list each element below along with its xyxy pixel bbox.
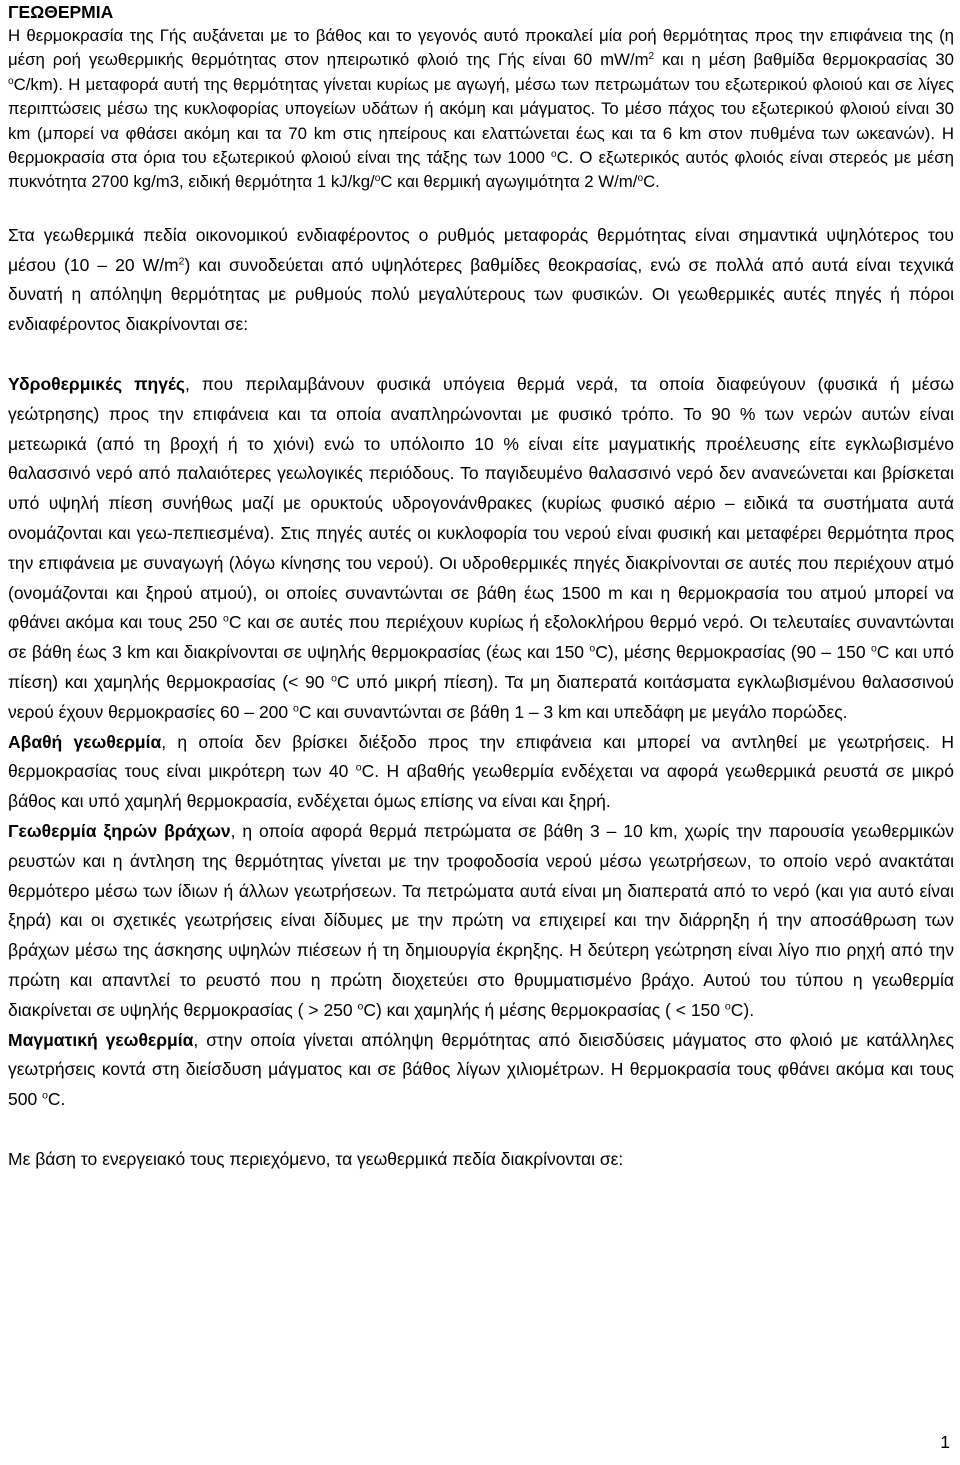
shallow-text-1: , η οποία δεν βρίσκει διέξοδο προς την επιφάνεια και μπορεί να αντληθεί με γεωτρήσεις. Η θερμοκρασίας τους είναι μικρότερη των 40 [8, 731, 955, 782]
shallow-geothermal-paragraph [8, 728, 954, 817]
dry-rocks-paragraph [8, 817, 954, 1026]
intro-text-3: C/km). Η μεταφορά αυτή της θερμότητας γίνεται κυρίως με αγωγή, μέσω των πετρωμάτων του εξωτερικού φλοιού και σε λίγες περιπτώσεις μέσω της κυκλοφορίας υπογείων υδάτων ή ακόμη και μάγματος. Το μέσο πάχος του εξωτερικού φλοιού είναι 30 km (μπορεί να φθάσει ακόμη και τα 70 km στις ηπείρους και ελαττώνεται έως και τα 6 km στον πυθμένα των ωκεανών). Η θερμοκρασία στα όρια του εξωτερικού φλοιού είναι της τάξης των 1000 [8, 74, 954, 168]
fields-text-1: Στα γεωθερμικά πεδία οικονομικού ενδιαφέροντος ο ρυθμός μεταφοράς θερμότητας είναι σημαντικά υψηλότερος του μέσου (10 – 20 W/m [8, 224, 954, 275]
intro-paragraph [8, 24, 954, 195]
intro-sup-5: o [637, 173, 644, 185]
hydro-sup-1: o [223, 613, 229, 626]
paragraph-spacer [8, 340, 954, 370]
page-number: 1 [940, 1432, 950, 1452]
magmatic-paragraph [8, 1026, 954, 1115]
intro-sup-2: o [8, 75, 14, 87]
dry-text-1: , η οποία αφορά θερμά πετρώματα σε βάθη 3 – 10 km, χωρίς την παρουσία γεωθερμικών ρευστών και η άντληση της θερμότητας γίνεται με την τροφοδοσία νερού μέσω γεωτρήσεων, το οποίο νερό ανακτάται θερμότερο μέσω των ίδιων ή άλλων γεωτρήσεων. Τα πετρώματα αυτά είναι μη διαπερατά από το νερό (και για αυτό είναι ξηρά) και οι σχετικές γεωτρήσεις είναι δίδυμες με την πρώτη να επιχειρεί και την διάρρηξη ή την αποσάθρωση των βράχων μέσω της άσκησης υψηλών πιέσεων ή τη δημιουργία έκρηξης. Η δεύτερη γεώτρηση είναι λίγο πιο ρηχή από την πρώτη και απαντλεί το ρευστό που η πρώτη διοχετεύει στο θρυμματισμένο βράχο. Αυτού του τύπου η γεωθερμία διακρίνεται σε υψηλής θερμοκρασίας ( > 250 [8, 820, 955, 1020]
shallow-geothermal-term: Αβαθή γεωθερμία [8, 731, 162, 752]
document-title: ΓΕΩΘΕΡΜΙΑ [8, 2, 114, 22]
dry-sup-1: o [357, 1000, 364, 1013]
hydro-sup-2: o [589, 642, 596, 655]
dry-text-2: C) και χαμηλής ή μέσης θερμοκρασίας ( < 150 [363, 999, 725, 1020]
intro-text-1: Η θερμοκρασία της Γής αυξάνεται με το βάθος και το γεγονός αυτό προκαλεί μία ροή θερμότητας προς την επιφάνεια της (η μέση ροή γεωθερμικής θερμότητας στον ηπειρωτικό φλοιό της Γής είναι 60 mW/m [8, 26, 954, 70]
hydro-text-3: C), μέσης θερμοκρασίας (90 – 150 [595, 642, 871, 663]
magma-text-1: , στην οποία γίνεται απόληψη θερμότητας από διεισδύσεις μάγματος στο φλοιό με κατάλληλες γεωτρήσεις κοντά στη διείσδυση μάγματος και σε βάθος λίγων χιλιομέτρων. Η θερμοκρασία τους φθάνει ακόμα και τους 500 [8, 1029, 954, 1110]
closing-paragraph: Με βάση το ενεργειακό τους περιεχόμενο, τα γεωθερμικά πεδία διακρίνονται σε: [8, 1148, 624, 1169]
hydrothermal-term: Υδροθερμικές πηγές [8, 374, 185, 395]
hydro-sup-4: o [331, 672, 337, 685]
fields-paragraph [8, 221, 954, 340]
hydrothermal-paragraph [8, 370, 954, 728]
magma-sup-1: o [42, 1089, 48, 1102]
dry-rocks-term: Γεωθερμία ξηρών βράχων [8, 820, 231, 841]
shallow-sup-1: o [355, 762, 362, 775]
intro-text-4: C. Ο εξωτερικός αυτός φλοιός είναι στερεός με μέση πυκνότητα 2700 kg/m3, ειδική θερμότητα 1 kJ/kg/ [8, 148, 954, 192]
hydro-text-1: , που περιλαμβάνουν φυσικά υπόγεια θερμά νερά, τα οποία διαφεύγουν (φυσικά ή μέσω γεώτρησης) προς την επιφάνεια και τα οποία αναπληρώνονται με φυσικό τρόπο. Το 90 % των νερών αυτών είναι μετεωρικά (από τη βροχή ή το χιόνι) ενώ το υπόλοιπο 10 % είναι είτε μαγματικής προέλευσης είτε εγκλωβισμένο θαλασσινό νερό από παλαιότερες γεωλογικές περιόδους. Το παγιδευμένο θαλασσινό νερό δεν ανανεώνεται και βρίσκεται υπό υψηλή πίεση συνήθως μαζί με ορυκτούς υδρογονάνθρακες (κυρίως φυσικό αέριο – ειδικά τα συστήματα αυτά ονομάζονται και γεω-πεπιεσμένα). Στις πηγές αυτές οι κυκλοφορία του νερού είναι φυσική και μεταφέρει θερμότητα προς την επιφάνεια με συναγωγή (λόγω κίνησης του νερού). Οι υδροθερμικές πηγές διακρίνονται σε αυτές που περιέχουν ατμό (ονομάζονται και ξηρού ατμού), οι οποίες συναντώνται σε βάθη έως 1500 m και η θερμοκρασία του ατμού μπορεί να φθάνει ακόμα και τους 250 [8, 374, 954, 633]
hydro-text-4: C και υπό πίεση) και χαμηλής θερμοκρασίας (< 90 [8, 642, 954, 692]
hydro-sup-3: o [870, 642, 877, 655]
hydro-text-2: C και σε αυτές που περιέχουν κυρίως ή εξολοκλήρου θερμό νερό. Οι τελευταίες συναντώνται σε βάθη έως 3 km και διακρίνονται σε υψηλής θερμοκρασίας (έως και 150 [8, 612, 954, 663]
magma-text-2: C. [47, 1089, 66, 1110]
document-body [8, 0, 954, 1175]
magmatic-term: Μαγματική γεωθερμία [8, 1029, 194, 1050]
intro-sup-4: o [374, 173, 381, 185]
shallow-text-2: C. Η αβαθής γεωθερμία ενδέχεται να αφορά γεωθερμικά ρευστά σε μικρό βάθος και υπό χαμηλή θερμοκρασία, ενδέχεται όμως επίσης να είναι και ξηρή. [8, 761, 954, 812]
intro-text-2: και η μέση βαθμίδα θερμοκρασίας 30 [654, 50, 954, 70]
hydro-text-6: C και συναντώνται σε βάθη 1 – 3 km και υπεδάφη με μεγάλο πορώδες. [298, 701, 848, 722]
intro-sup-1: 2 [648, 51, 655, 63]
fields-text-2: ) και συνοδεύεται από υψηλότερες βαθμίδες θεοκρασίας, ενώ σε πολλά από αυτά είναι τεχνικά δυνατή η απόληψη θερμότητας με ρυθμούς πολύ μεγαλύτερους των φυσικών. Οι γεωθερμικές αυτές πηγές ή πόροι ενδιαφέροντος διακρίνονται σε: [8, 254, 954, 335]
fields-sup-1: 2 [178, 255, 185, 268]
intro-text-5: C και θερμική αγωγιμότητα 2 W/m/ [380, 172, 638, 192]
intro-text-6: C. [643, 172, 660, 192]
dry-sup-2: o [724, 1000, 731, 1013]
dry-text-3: C). [730, 999, 755, 1020]
hydro-text-5: C υπό μικρή πίεση). Τα μη διαπερατά κοιτάσματα εγκλωβισμένου θαλασσινού νερού έχουν θερμοκρασίες 60 – 200 [8, 672, 954, 722]
paragraph-spacer [8, 1115, 954, 1145]
intro-sup-3: o [550, 148, 557, 160]
paragraph-spacer [8, 195, 954, 221]
hydro-sup-5: o [293, 702, 299, 715]
